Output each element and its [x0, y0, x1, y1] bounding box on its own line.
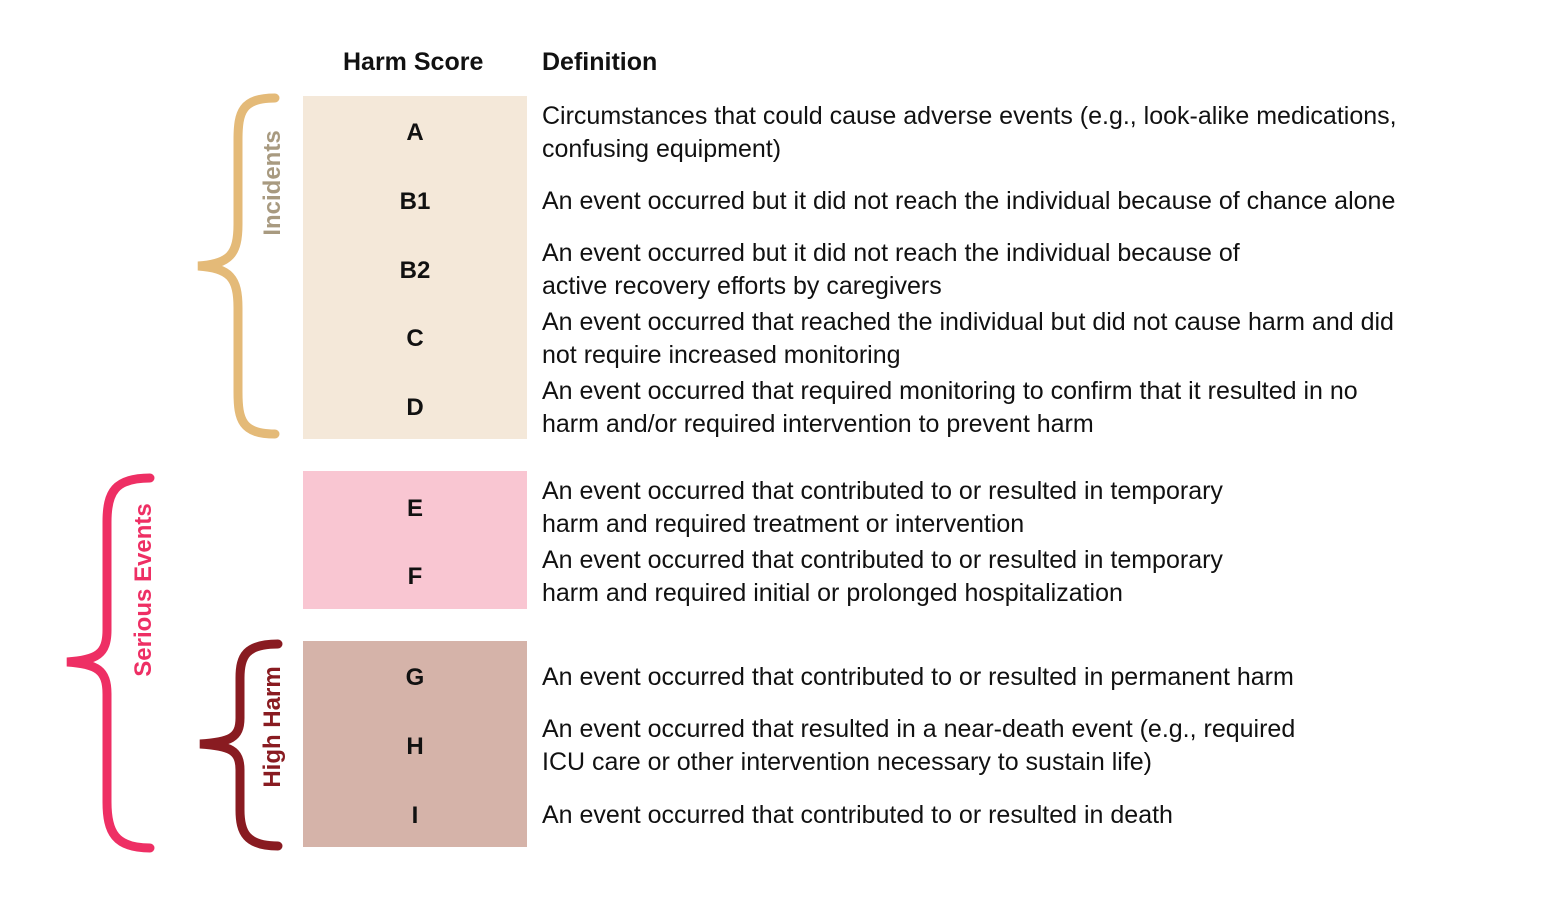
- definition-g: An event occurred that contributed to or resulted in permanent harm: [542, 663, 1294, 691]
- serious-events-label: Serious Events: [130, 503, 157, 677]
- score-d: D: [406, 394, 424, 421]
- definition-d: An event occurred that required monitoring to confirm that it resulted in no harm and/or required intervention to prevent harm: [542, 377, 1358, 438]
- definition-h: An event occurred that resulted in a near-death event (e.g., required ICU care or other intervention necessary to sustain life): [542, 715, 1296, 776]
- score-f: F: [407, 563, 423, 590]
- definition-e: An event occurred that contributed to or resulted in temporary harm and required treatment or intervention: [542, 477, 1223, 538]
- definition-a: Circumstances that could cause adverse events (e.g., look-alike medications, confusing equipment): [542, 102, 1397, 163]
- incidents-label: Incidents: [259, 130, 286, 236]
- score-h: H: [406, 733, 424, 760]
- definition-i: An event occurred that contributed to or resulted in death: [542, 801, 1173, 829]
- high-harm-label: High Harm: [259, 666, 286, 788]
- harm-score-header: Harm Score: [343, 48, 484, 76]
- definition-b2: An event occurred but it did not reach the individual because of active recovery efforts by caregivers: [542, 239, 1240, 300]
- score-g: G: [405, 664, 425, 691]
- score-b1: B1: [399, 188, 431, 215]
- score-i: I: [411, 802, 419, 829]
- definition-b1: An event occurred but it did not reach the individual because of chance alone: [542, 187, 1396, 215]
- score-e: E: [406, 495, 423, 522]
- score-c: C: [406, 325, 424, 352]
- definition-f: An event occurred that contributed to or resulted in temporary harm and required initial or prolonged hospitalization: [542, 546, 1223, 607]
- score-a: A: [406, 119, 424, 146]
- definition-header: Definition: [542, 48, 658, 76]
- score-b2: B2: [399, 257, 431, 284]
- definition-c: An event occurred that reached the individual but did not cause harm and did not require increased monitoring: [542, 308, 1394, 369]
